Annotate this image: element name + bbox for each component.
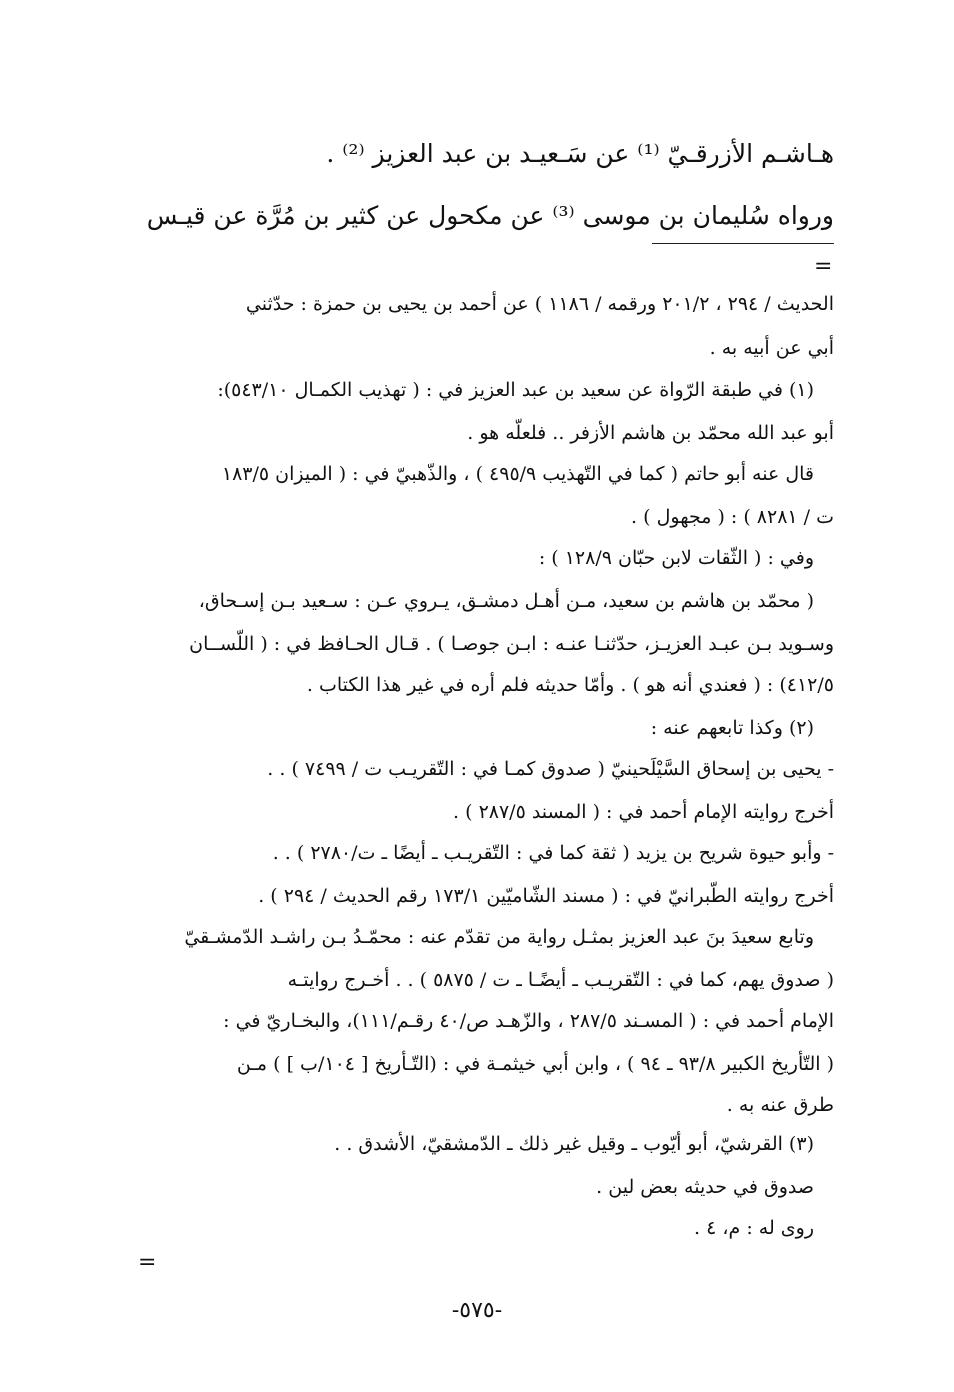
footnote-line: وفي : ( الثّقات لابن حبّان ١٢٨/٩ ) : <box>538 547 814 569</box>
main-text-line-1: هـاشـم الأزرقـيّ ⁽¹⁾ عن سَـعيـد بن عبد العزيز ⁽²⁾ . <box>326 139 834 168</box>
footnote-line: طرق عنه به . <box>726 1094 834 1116</box>
footnote-line: ت / ٨٢٨١ ) : ( مجهول ) . <box>631 506 834 528</box>
footnote-line: ( التّأريخ الكبير ٩٣/٨ ـ ٩٤ ) ، وابن أبي خيثمـة في : (التّـأريخ [ ١٠٤/ب ] ) مـن <box>236 1053 834 1075</box>
footnote-separator <box>652 243 834 244</box>
footnote-line: ( صدوق يهم، كما في : التّقريـب ـ أيضًـا ـ ت / ٥٨٧٥ ) . . أخـرج روايتـه <box>287 969 834 991</box>
end-mark: = <box>138 1250 157 1275</box>
footnote-line: روى له : م، ٤ . <box>694 1217 814 1239</box>
footnote-line: (١) في طبقة الرّواة عن سعيد بن عبد العزيز في : ( تهذيب الكمـال ٥٤٣/١٠): <box>217 379 814 401</box>
footnote-line: صدوق في حديثه بعض لين . <box>596 1176 814 1198</box>
footnote-line: قال عنه أبو حاتم ( كما في التّهذيب ٤٩٥/٩ ) ، والذّهبيّ في : ( الميزان ١٨٣/٥ <box>221 463 814 485</box>
main-text-line-2: ورواه سُليمان بن موسى ⁽³⁾ عن مكحول عن كثير بن مُرَّة عن قيـس <box>146 201 834 230</box>
footnote-line: وسـويد بـن عبـد العزيـز، حدّثنـا عنـه : ابـن جوصـا ) . قـال الحـافظ في : ( اللّســان <box>189 633 834 655</box>
footnote-line: ٤١٢/٥) : ( فعندي أنه هو ) . وأمّا حديثه فلم أره في غير هذا الكتاب . <box>306 674 834 696</box>
footnote-line: - وأبو حيوة شريح بن يزيد ( ثقة كما في : التّقريـب ـ أيضًا ـ ت/٢٧٨٠ ) . . <box>272 842 834 864</box>
footnote-line: أخرج روايته الإمام أحمد في : ( المسند ٢٨٧/٥ ) . <box>453 801 834 823</box>
page-number: -٥٧٥- <box>451 1298 503 1323</box>
footnote-line: (٣) القرشيّ، أبو أيّوب ـ وقيل غير ذلك ـ الدّمشقيّ، الأشدق . . <box>334 1133 814 1155</box>
footnote-line: أبو عبد الله محمّد بن هاشم الأزفر .. فلعلّه هو . <box>467 422 834 444</box>
footnote-line: وتابع سعيدَ بنَ عبد العزيز بمثـل رواية من تقدّم عنه : محمّـدُ بـن راشـد الدّمشـقيّ <box>184 926 814 948</box>
footnote-line: (٢) وكذا تابعهم عنه : <box>650 717 814 739</box>
footnote-line: ( محمّد بن هاشم بن سعيد، مـن أهـل دمشـق، يـروي عـن : سـعيد بـن إسـحاق، <box>198 590 814 612</box>
footnote-line: أخرج روايته الطّبرانيّ في : ( مسند الشّاميّين ١٧٣/١ رقم الحديث / ٢٩٤ ) . <box>258 885 834 907</box>
footnote-line: أبي عن أبيه به . <box>709 337 834 359</box>
footnote-line: - يحيى بن إسحاق السَّيْلَحينيّ ( صدوق كمـا في : التّقريـب ت / ٧٤٩٩ ) . . <box>267 758 834 780</box>
footnote-line: الحديث / ٢٩٤ ، ٢٠١/٢ ورقمه / ١١٨٦ ) عن أحمد بن يحيى بن حمزة : حدّثني <box>245 293 834 315</box>
continuation-mark: = <box>814 254 833 279</box>
footnote-line: الإمام أحمد في : ( المسـند ٢٨٧/٥ ، والزّهـد ص/٤٠ رقـم/١١١)، والبخـاريّ في : <box>223 1010 834 1032</box>
